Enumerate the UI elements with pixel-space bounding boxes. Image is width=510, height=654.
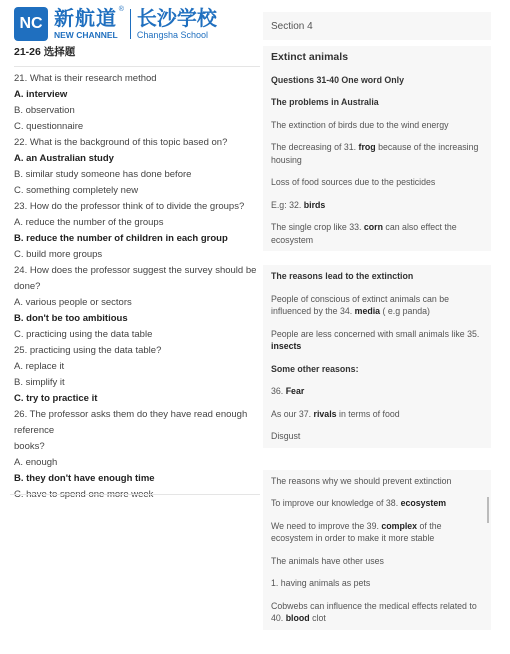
notes-line <box>271 470 483 493</box>
answer-word: rivals <box>313 408 337 419</box>
answer-word: frog <box>358 142 376 152</box>
notes-title <box>271 46 483 69</box>
question-line: A. enough <box>14 457 58 468</box>
notes-line <box>271 425 483 448</box>
answer-option-correct: C. try to practice it <box>14 393 98 404</box>
brand-name-block <box>54 9 118 40</box>
notes-line <box>271 136 483 171</box>
question-line: C. questionnaire <box>14 121 84 132</box>
notes-text: The animals have other uses <box>271 555 384 566</box>
bottom-divider <box>10 494 260 495</box>
notes-text: People are less concerned with small animals like 35. <box>271 328 480 339</box>
notes-line <box>271 114 483 137</box>
notes-text: Questions 31-40 One word Only <box>271 74 404 85</box>
notes-text: The single crop like 33. <box>271 222 364 232</box>
question-line: 24. How does the professor suggest the survey should be <box>14 265 257 276</box>
question-line <box>14 487 260 503</box>
notes-text: of the ecosystem in order to make it more stable <box>271 520 442 543</box>
notes-text: E.g: 32. <box>271 199 304 210</box>
notes-text: As our 37. <box>271 408 314 419</box>
notes-line <box>271 216 483 251</box>
question-line: C. build more groups <box>14 249 103 260</box>
question-line: C. something completely new <box>14 185 139 196</box>
notes-line <box>271 515 483 550</box>
notes-text: Some other reasons: <box>271 363 359 374</box>
notes-text: The decreasing of 31. <box>271 142 359 152</box>
notes-line <box>271 380 483 403</box>
question-line: 22. What is the background of this topic based on? <box>14 137 228 148</box>
notes-text: Disgust <box>271 431 301 441</box>
question-line: 21. What is their research method <box>14 73 157 84</box>
answer-option-correct: B. reduce the number of children in each group <box>14 233 228 244</box>
answer-option-correct: A. interview <box>14 89 68 100</box>
notes-text: The extinction of birds due to the wind energy <box>271 119 449 130</box>
notes-line <box>271 288 483 323</box>
notes-text: Loss of food sources due to the pesticides <box>271 177 436 187</box>
notes-text: The reasons lead to the extinction <box>271 271 414 281</box>
notes-text: The reasons why we should prevent extinction <box>271 475 452 486</box>
answer-word: birds <box>303 199 326 210</box>
notes-line <box>271 403 483 426</box>
logo-divider <box>130 9 131 39</box>
question-line: B. observation <box>14 105 75 116</box>
answer-option-correct: B. don't be too ambitious <box>14 313 128 324</box>
section-header-card <box>263 12 491 40</box>
question-line: A. various people or sectors <box>14 297 132 308</box>
question-line: reference <box>14 425 55 436</box>
section-title: Section 4 <box>271 20 313 32</box>
registered-mark: ® <box>118 6 124 13</box>
notes-line <box>271 171 483 194</box>
notes-text: The problems in Australia <box>271 97 379 107</box>
answer-word: Fear <box>285 386 305 396</box>
question-line: B. simplify it <box>14 377 65 388</box>
notes-card-reasons <box>263 265 491 448</box>
question-line: B. similar study someone has done before <box>14 169 192 180</box>
brand-en: NEW CHANNEL <box>54 29 118 40</box>
answer-word: complex <box>381 520 418 531</box>
nc-logo-icon: NC <box>14 7 48 41</box>
header-divider <box>14 66 260 67</box>
notes-text: 36. <box>271 386 286 396</box>
notes-text: can also effect the ecosystem <box>271 222 457 245</box>
notes-text: 1. having animals as pets <box>271 578 371 588</box>
right-panel <box>263 12 491 630</box>
notes-heading <box>271 91 483 114</box>
notes-card-prevention <box>263 470 491 630</box>
school-cn: 长沙学校 <box>136 7 217 30</box>
question-line: 26. The professor asks them do they have read enough <box>14 409 248 420</box>
notes-text: because of the increasing housing <box>271 142 479 165</box>
notes-text: clot <box>309 613 326 623</box>
question-line: 23. How do the professor think of to divide the groups? <box>14 201 245 212</box>
scrollbar-thumb[interactable] <box>487 497 489 523</box>
question-line: books? <box>14 441 45 452</box>
notes-heading <box>271 358 483 381</box>
answer-word: corn <box>363 222 383 232</box>
notes-heading <box>271 265 483 288</box>
notes-text: Extinct animals <box>271 51 349 63</box>
answer-word: ecosystem <box>400 498 447 508</box>
notes-text: People of conscious of extinct animals can be influenced by the 34. <box>271 293 449 316</box>
question-line: done? <box>14 281 41 292</box>
notes-text: To improve our knowledge of 38. <box>271 498 401 508</box>
notes-card-problems <box>263 46 491 251</box>
notes-line <box>271 323 483 358</box>
answer-option-correct: A. an Australian study <box>14 153 114 164</box>
answer-word: blood <box>285 613 310 623</box>
notes-text: ( e.g panda) <box>380 306 430 316</box>
questions-header: 21-26 选择题 <box>14 46 76 58</box>
question-line: C. practicing using the data table <box>14 329 153 340</box>
question-line: 25. practicing using the data table? <box>14 345 162 356</box>
left-panel <box>14 6 260 488</box>
notes-line <box>271 550 483 573</box>
school-name-block <box>137 9 217 40</box>
question-line: A. reduce the number of the groups <box>14 217 164 228</box>
notes-text: in terms of food <box>336 408 400 419</box>
question-list <box>14 71 260 503</box>
question-line: A. replace it <box>14 361 65 372</box>
notes-line <box>271 492 483 515</box>
answer-word: media <box>354 306 381 316</box>
brand-cn: 新航道 <box>54 7 117 30</box>
answer-word: insects <box>271 341 302 351</box>
school-logo <box>14 6 260 42</box>
school-en: Changsha School <box>136 29 208 40</box>
notes-heading <box>271 69 483 92</box>
notes-text: We need to improve the 39. <box>271 520 382 531</box>
notes-line <box>271 194 483 217</box>
notes-line <box>271 572 483 595</box>
notes-line <box>271 595 483 630</box>
answer-option-correct: B. they don't have enough time <box>14 473 155 484</box>
notes-text: Cobwebs can influence the medical effects related to 40. <box>271 600 477 623</box>
